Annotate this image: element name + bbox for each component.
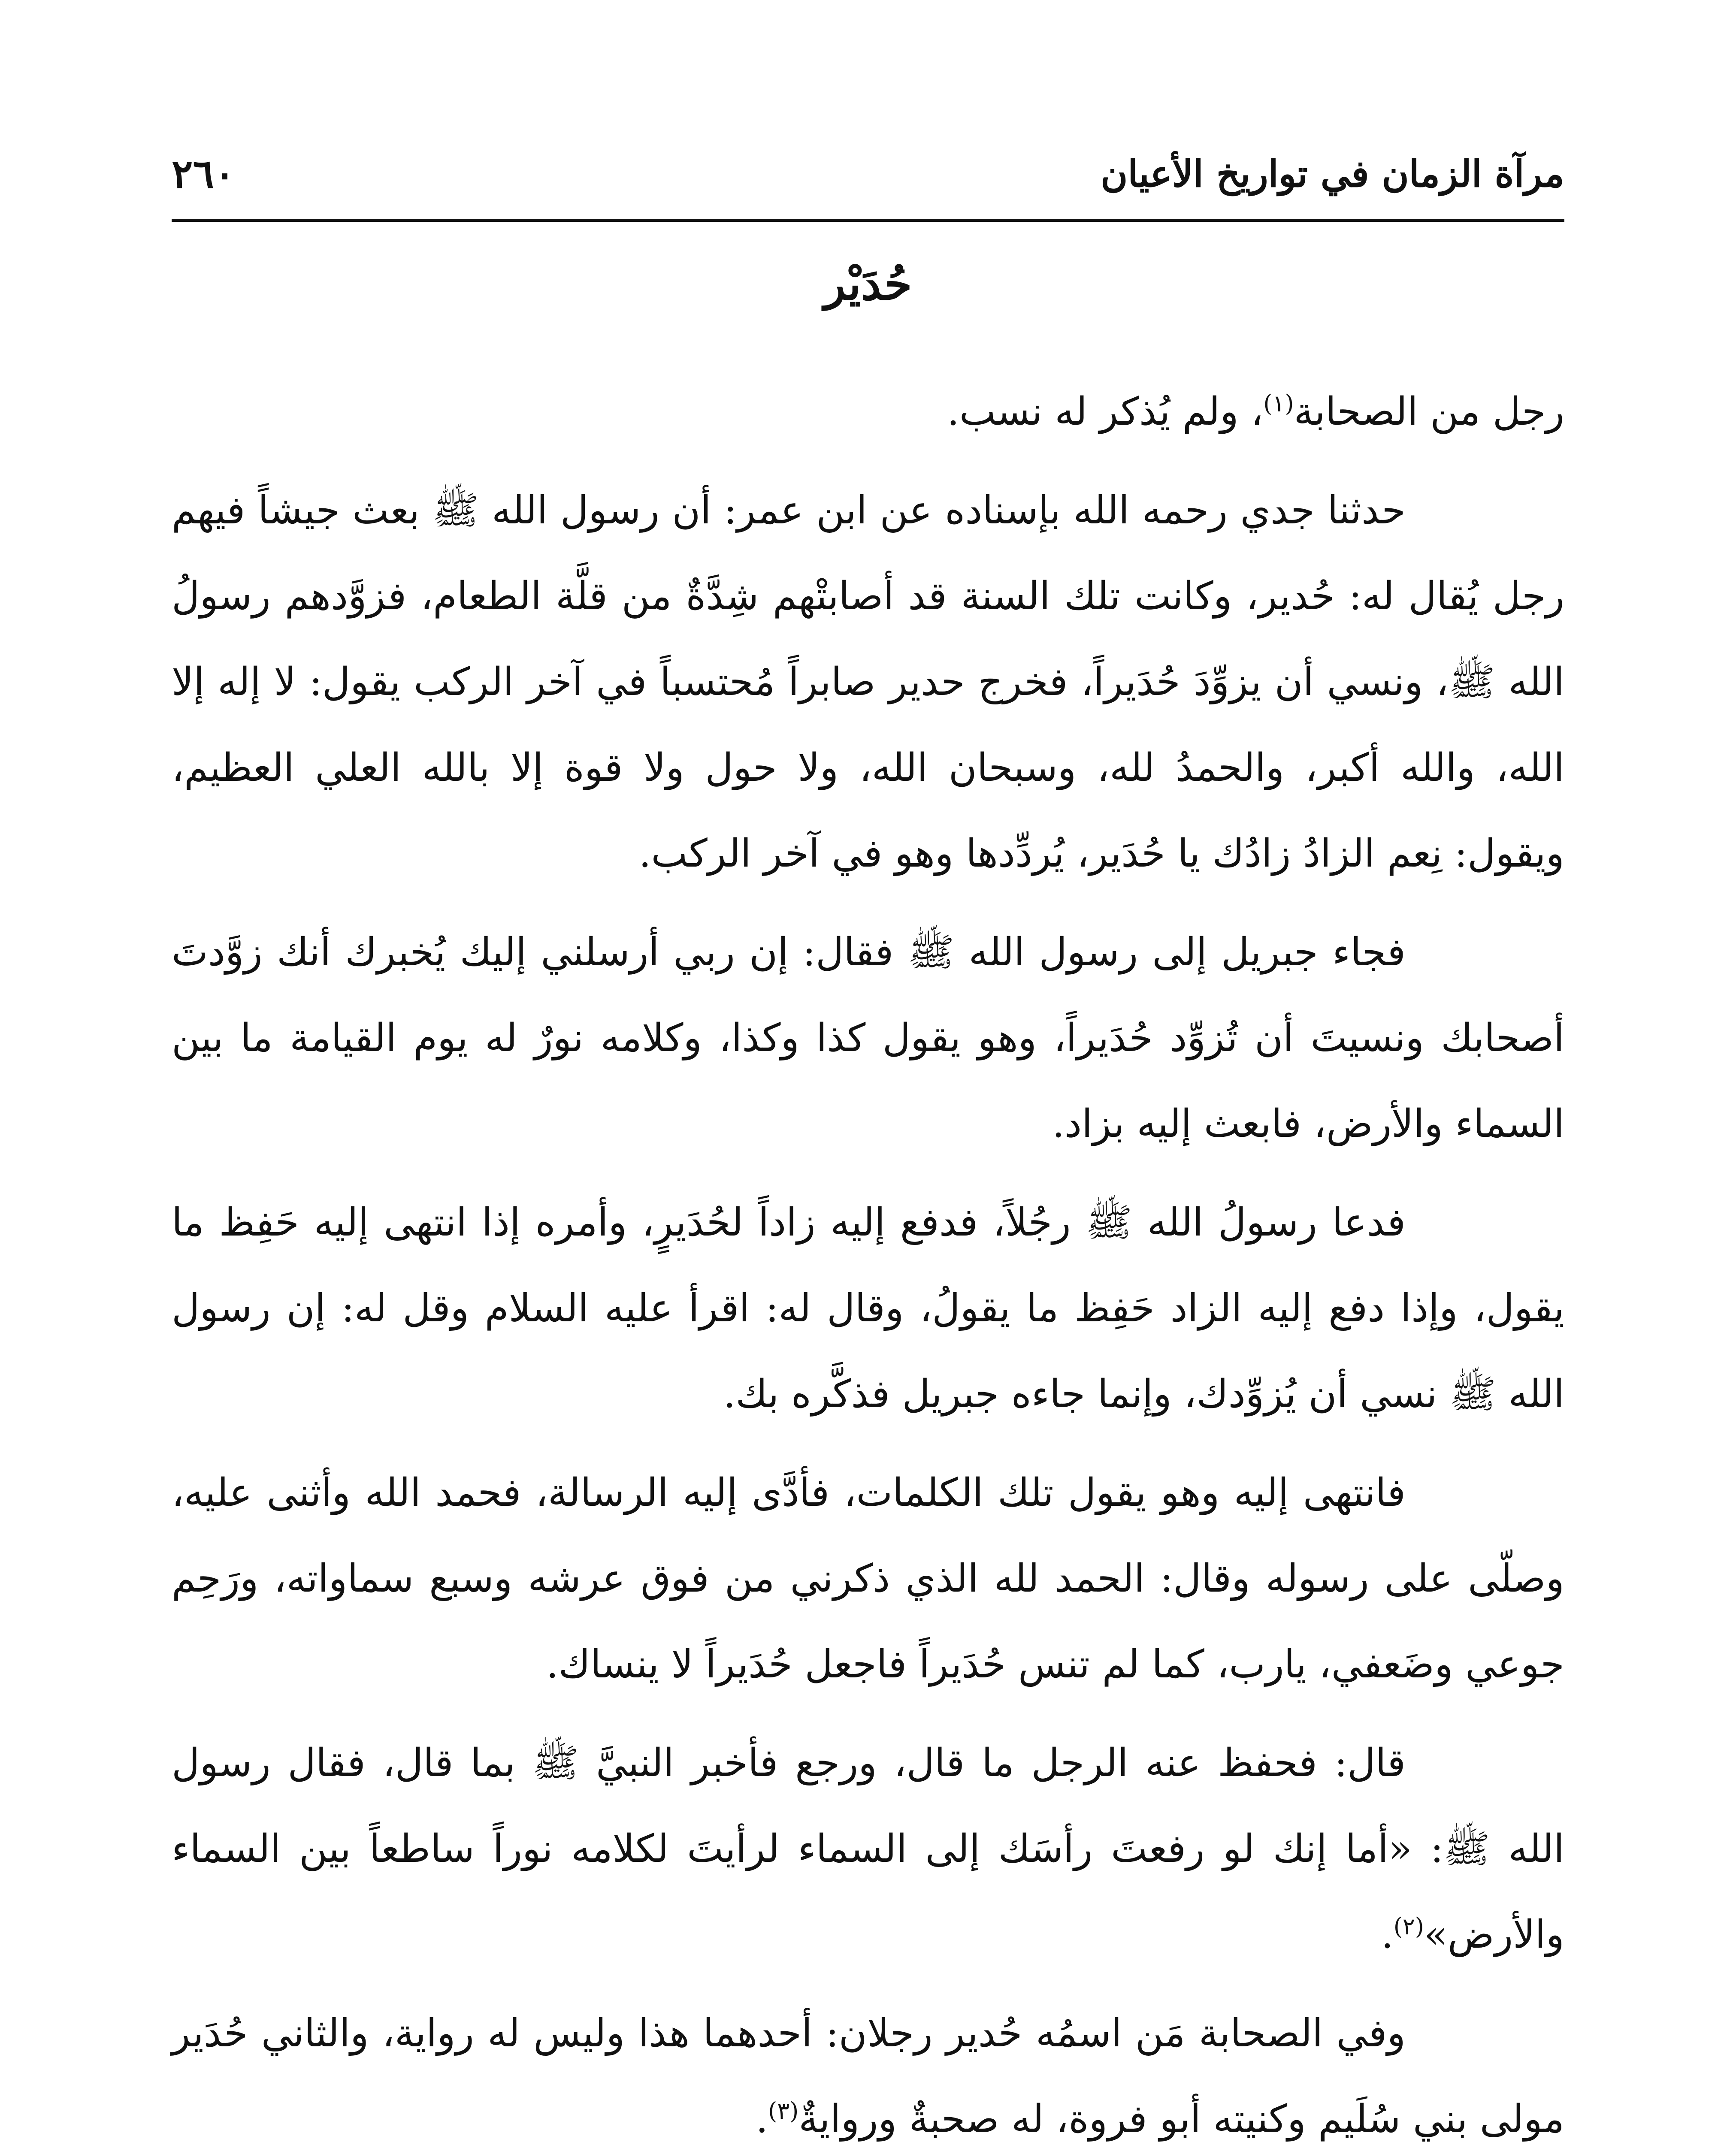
paragraph-text: رجل من الصحابة [1294, 389, 1564, 434]
body-text [172, 369, 1564, 2145]
paragraph-hadith: حدثنا جدي رحمه الله بإسناده عن ابن عمر: أن رسول الله ﷺ بعث جيشاً فيهم رجل يُقال له: حُدير، وكانت تلك السنة قد أصابتْهم شِدَّةٌ من قلَّة الطعام، فزوَّدهم رسولُ الله ﷺ، ونسي أن يزوِّدَ حُدَيراً، فخرج حدير صابراً مُحتسباً في آخر الركب يقول: لا إله إلا الله، والله أكبر، والحمدُ لله، وسبحان الله، ولا حول ولا قوة إلا بالله العلي العظيم، ويقول: نِعم الزادُ زادُك يا حُدَير، يُردِّدها وهو في آخر الركب. [172, 488, 1564, 876]
paragraph-text: . [756, 2097, 768, 2142]
paragraph-text: وفي الصحابة مَن اسمُه حُدير رجلان: أحدهما هذا وليس له رواية، والثاني حُدَير مولى بني سُلَيم وكنيته أبو فروة، له صحبةٌ وروايةٌ [172, 2011, 1564, 2142]
paragraph-text: . [1381, 1912, 1394, 1957]
paragraph-text: قال: فحفظ عنه الرجل ما قال، ورجع فأخبر النبيَّ ﷺ بما قال، فقال رسول الله ﷺ: «أما إنك لو رفعتَ رأسَك إلى السماء لرأيتَ لكلامه نوراً ساطعاً بين السماء والأرض» [172, 1740, 1564, 1957]
paragraph-intro [172, 369, 1564, 455]
page-number: ٢٦٠ [172, 151, 236, 197]
paragraph-messenger: فدعا رسولُ الله ﷺ رجُلاً، فدفع إليه زاداً لحُدَيرٍ، وأمره إذا انتهى إليه حَفِظ ما يقول، وإذا دفع إليه الزاد حَفِظ ما يقولُ، وقال له: اقرأ عليه السلام وقل له: إن رسول الله ﷺ نسي أن يُزوِّدك، وإنما جاءه جبريل فذكَّره بك. [172, 1200, 1564, 1417]
footnote-ref-2: (٢) [1393, 1913, 1424, 1940]
paragraph-companions [172, 1991, 1564, 2145]
book-title: مرآة الزمان في تواريخ الأعيان [1101, 152, 1564, 196]
paragraph-jibril: فجاء جبريل إلى رسول الله ﷺ فقال: إن ربي أرسلني إليك يُخبرك أنك زوَّدتَ أصحابك ونسيتَ أن تُزوِّد حُدَيراً، وهو يقول كذا وكذا، وكلامه نورٌ له يوم القيامة ما بين السماء والأرض، فابعث إليه بزاد. [172, 930, 1564, 1146]
running-header [172, 142, 1564, 206]
paragraph-prophet-saying [172, 1720, 1564, 1978]
paragraph-praise: فانتهى إليه وهو يقول تلك الكلمات، فأدَّى إليه الرسالة، فحمد الله وأثنى عليه، وصلّى على رسوله وقال: الحمد لله الذي ذكرني من فوق عرشه وسبع سماواته، ورَحِم جوعي وضَعفي، يارب، كما لم تنس حُدَيراً فاجعل حُدَيراً لا ينساك. [172, 1470, 1564, 1687]
header-divider [172, 219, 1564, 222]
paragraph-text: ، ولم يُذكر له نسب. [947, 389, 1264, 434]
footnote-ref-1: (١) [1263, 390, 1294, 417]
entry-title: حُدَيْر [824, 257, 912, 310]
footnote-ref-3: (٣) [768, 2097, 799, 2124]
